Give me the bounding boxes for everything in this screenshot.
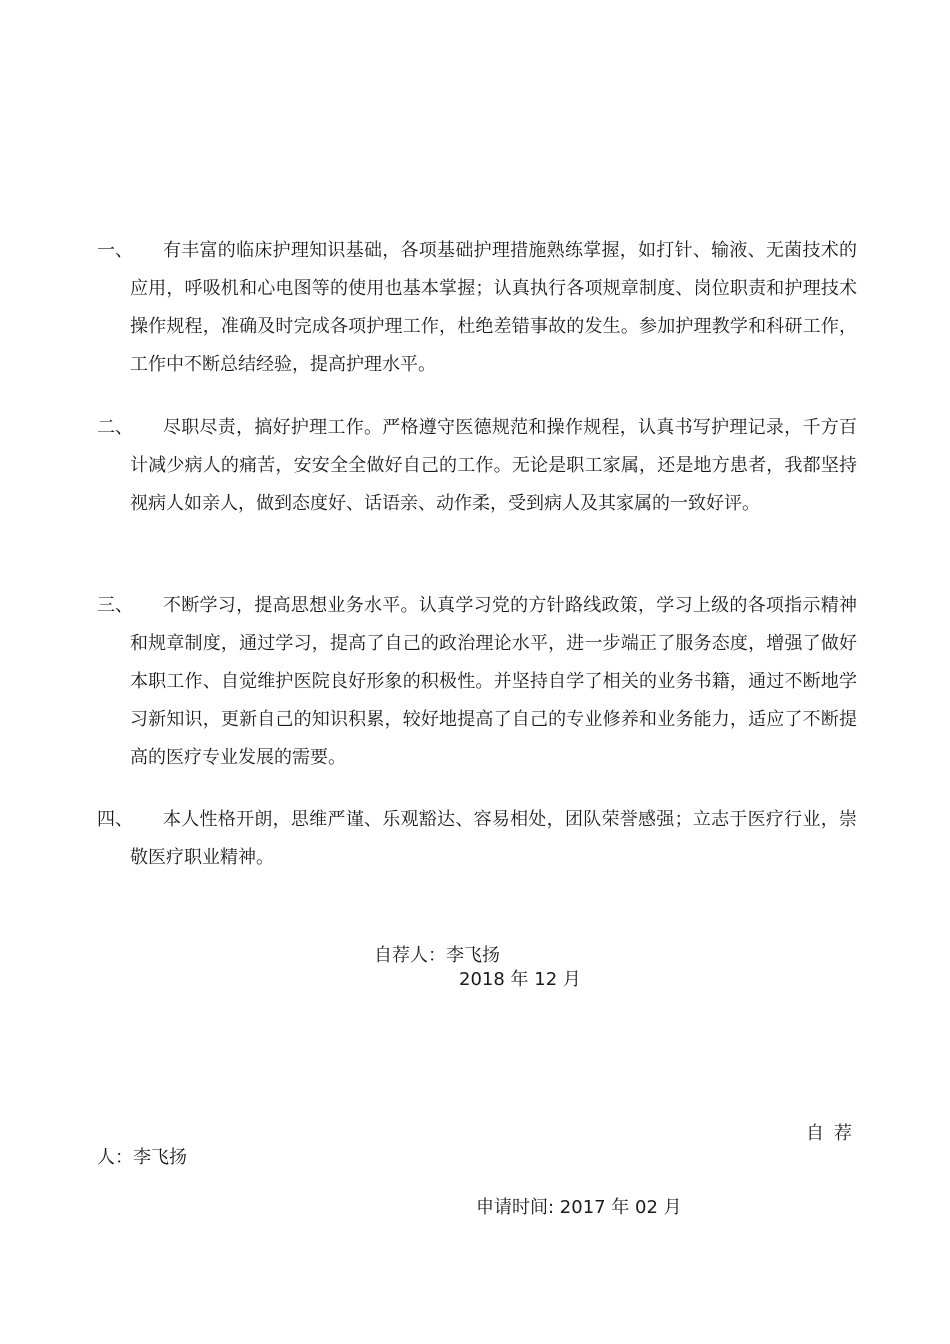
applicant-label-top: 自荐 xyxy=(806,1123,862,1144)
signature-date: 2018 年 12 月 xyxy=(459,969,581,990)
signature-name: 自荐人：李飞扬 xyxy=(374,945,500,966)
list-item xyxy=(97,801,857,877)
item-number: 二、 xyxy=(97,417,133,438)
item-text: 尽职尽责，搞好护理工作。严格遵守医德规范和操作规程，认真书写护理记录，千方百计减少病人的痛苦，安安全全做好自己的工作。无论是职工家属，还是地方患者，我都坚持视病人如亲人，做到态度好、话语亲、动作柔，受到病人及其家属的一致好评。 xyxy=(130,417,857,514)
item-text: 不断学习，提高思想业务水平。认真学习党的方针路线政策，学习上级的各项指示精神和规章制度，通过学习，提高了自己的政治理论水平，进一步端正了服务态度，增强了做好本职工作、自觉维护医院良好形象的积极性。并坚持自学了相关的业务书籍，通过不断地学习新知识，更新自己的知识积累，较好地提高了自己的专业修养和业务能力，适应了不断提高的医疗专业发展的需要。 xyxy=(130,595,857,768)
application-time: 申请时间: 2017 年 02 月 xyxy=(476,1197,682,1218)
item-number: 三、 xyxy=(97,595,133,616)
list-item xyxy=(97,587,857,777)
item-number: 一、 xyxy=(97,240,133,261)
applicant-label-bottom: 人：李飞扬 xyxy=(97,1147,187,1168)
item-text: 本人性格开朗，思维严谨、乐观豁达、容易相处，团队荣誉感强；立志于医疗行业，崇敬医疗职业精神。 xyxy=(130,809,857,868)
list-item xyxy=(97,409,857,523)
item-number: 四、 xyxy=(97,809,133,830)
item-text: 有丰富的临床护理知识基础，各项基础护理措施熟练掌握，如打针、输液、无菌技术的应用，呼吸机和心电图等的使用也基本掌握；认真执行各项规章制度、岗位职责和护理技术操作规程，准确及时完成各项护理工作，杜绝差错事故的发生。参加护理教学和科研工作，工作中不断总结经验，提高护理水平。 xyxy=(130,240,857,375)
list-item xyxy=(97,232,857,384)
